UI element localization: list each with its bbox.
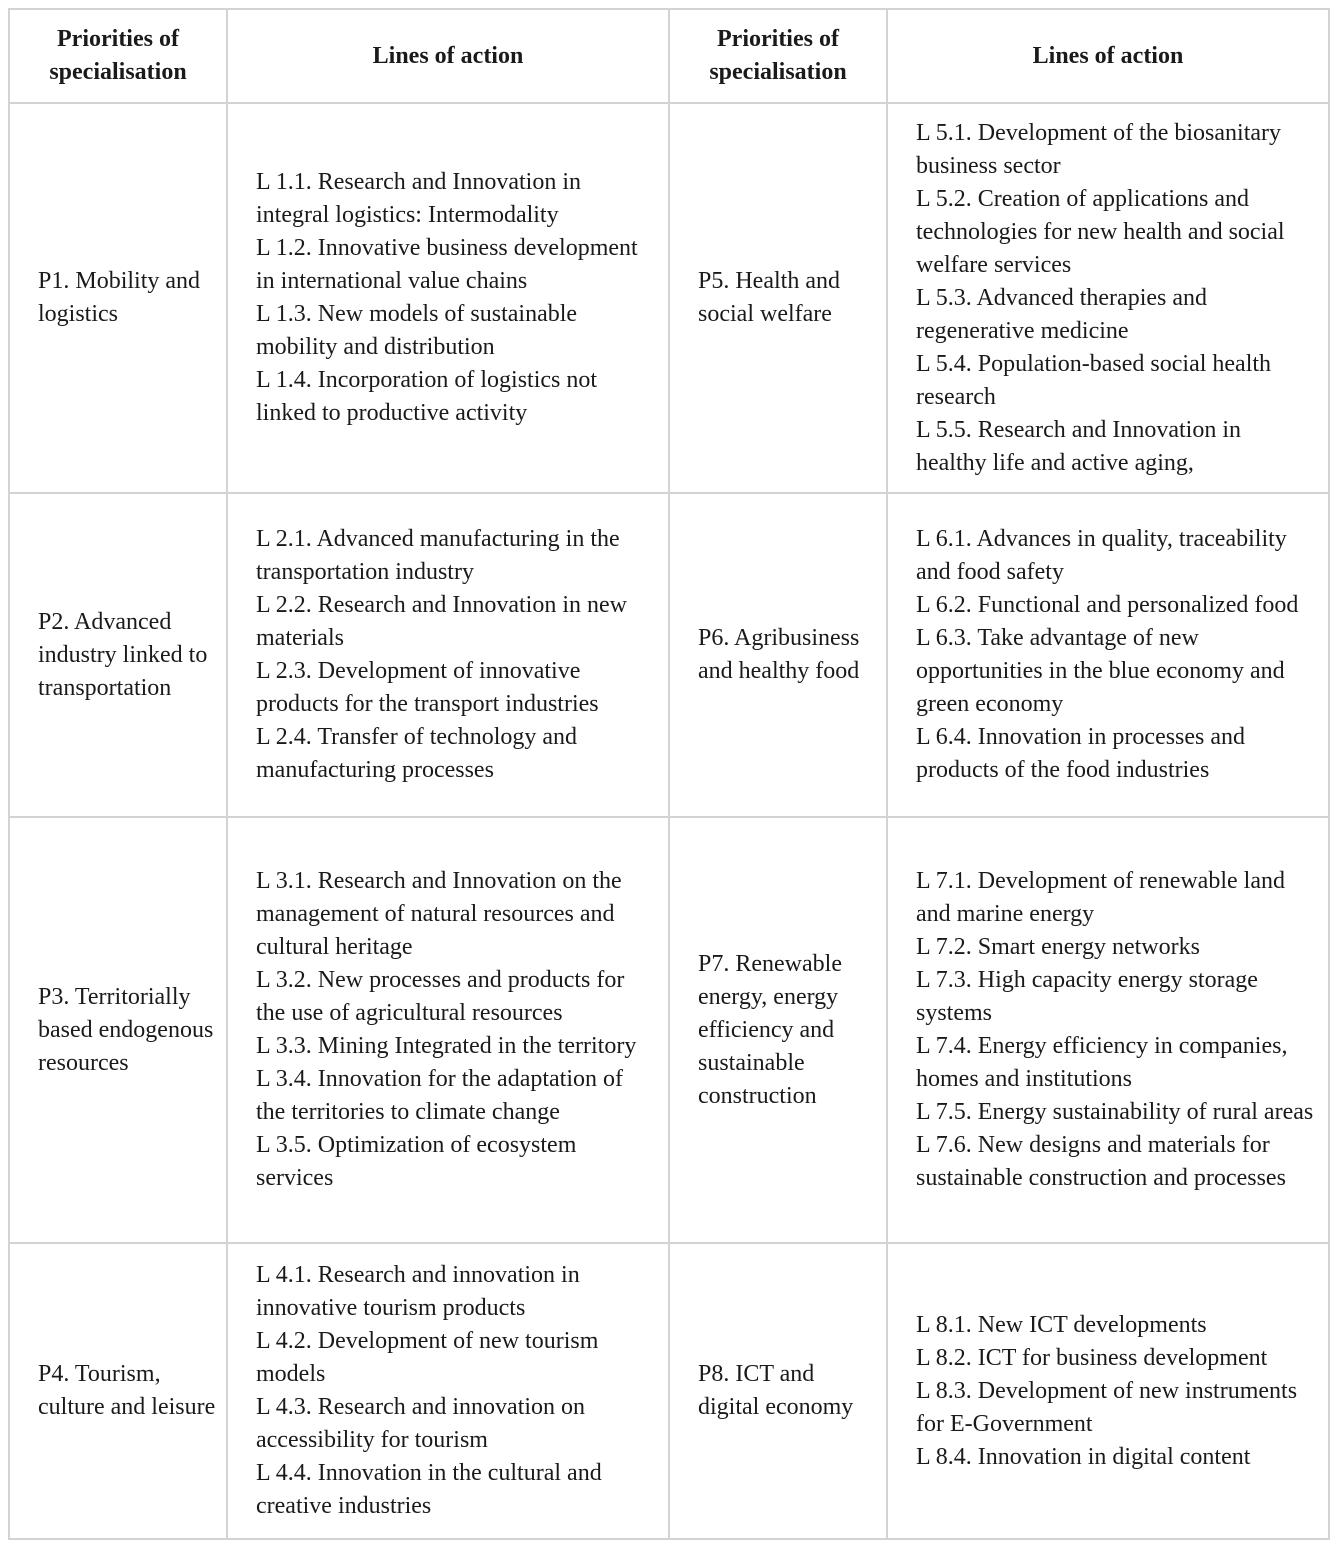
header-lines-left: Lines of action [227, 9, 669, 103]
action-line: L 5.5. Research and Innovation in healthy life and active aging, [916, 416, 1242, 476]
priority-cell [9, 103, 227, 493]
header-lines-right: Lines of action [887, 9, 1329, 103]
action-line: L 7.3. High capacity energy storage systems [916, 967, 1258, 1026]
action-line: L 1.3. New models of sustainable mobility and distribution [256, 301, 578, 360]
action-line: L 4.1. Research and innovation in innovative tourism products [256, 1262, 580, 1321]
action-line: L 1.2. Innovative business development in international value chains [256, 235, 638, 294]
action-line: L 4.2. Development of new tourism models [256, 1328, 599, 1387]
lines-cell [887, 817, 1329, 1243]
priority-cell [669, 817, 887, 1243]
action-line: L 2.1. Advanced manufacturing in the transportation industry [256, 526, 620, 585]
header-priorities-right: Priorities of specialisation [669, 9, 887, 103]
action-line: L 7.6. New designs and materials for sustainable construction and processes [916, 1132, 1286, 1191]
action-line: L 2.4. Transfer of technology and manufacturing processes [256, 724, 578, 783]
lines-cell [887, 103, 1329, 493]
table-row [9, 1243, 1329, 1539]
priority-label: P1. Mobility and logistics [38, 268, 201, 327]
priority-cell [669, 1243, 887, 1539]
lines-cell [227, 1243, 669, 1539]
action-line: L 5.1. Development of the biosanitary business sector [916, 119, 1282, 179]
action-line: L 7.1. Development of renewable land and marine energy [916, 868, 1285, 927]
priority-label: P6. Agribusiness and healthy food [698, 625, 860, 684]
action-line: L 2.3. Development of innovative products for the transport industries [256, 658, 599, 717]
priority-label: P2. Advanced industry linked to transportation [38, 608, 208, 701]
action-line: L 6.2. Functional and personalized food [916, 592, 1299, 618]
priority-cell [669, 493, 887, 817]
action-line: L 8.1. New ICT developments [916, 1311, 1207, 1338]
action-line: L 3.5. Optimization of ecosystem services [256, 1132, 577, 1191]
priority-cell [669, 103, 887, 493]
action-line: L 5.2. Creation of applications and technologies for new health and social welfare services [916, 185, 1285, 278]
action-line: L 6.3. Take advantage of new opportunities in the blue economy and green economy [916, 625, 1285, 717]
priority-label: P5. Health and social welfare [698, 268, 840, 327]
action-line: L 6.4. Innovation in processes and products of the food industries [916, 724, 1246, 783]
table-row [9, 103, 1329, 493]
action-line: L 4.3. Research and innovation on accessibility for tourism [256, 1394, 586, 1453]
lines-cell [227, 103, 669, 493]
action-line: L 7.2. Smart energy networks [916, 934, 1200, 960]
action-line: L 8.2. ICT for business development [916, 1344, 1268, 1371]
action-line: L 7.5. Energy sustainability of rural areas [916, 1099, 1314, 1125]
header-row [9, 9, 1329, 103]
header-priorities-left: Priorities of specialisation [9, 9, 227, 103]
action-line: L 8.3. Development of new instruments for E-Government [916, 1377, 1298, 1437]
action-line: L 6.1. Advances in quality, traceability and food safety [916, 526, 1287, 585]
priority-cell [9, 817, 227, 1243]
priority-label: P7. Renewable energy, energy efficiency and sustainable construction [698, 950, 842, 1109]
priority-cell [9, 493, 227, 817]
action-line: L 1.4. Incorporation of logistics not linked to productive activity [256, 367, 598, 426]
priority-label: P8. ICT and digital economy [698, 1361, 854, 1420]
action-line: L 5.3. Advanced therapies and regenerative medicine [916, 284, 1208, 344]
specialisation-table [8, 8, 1330, 1540]
action-line: L 4.4. Innovation in the cultural and creative industries [256, 1460, 602, 1519]
priority-cell [9, 1243, 227, 1539]
action-line: L 7.4. Energy efficiency in companies, homes and institutions [916, 1033, 1288, 1092]
action-line: L 5.4. Population-based social health research [916, 350, 1272, 410]
action-line: L 8.4. Innovation in digital content [916, 1443, 1251, 1470]
priority-label: P3. Territorially based endogenous resources [38, 983, 214, 1076]
action-line: L 1.1. Research and Innovation in integral logistics: Intermodality [256, 169, 582, 228]
action-line: L 3.2. New processes and products for the use of agricultural resources [256, 967, 625, 1026]
action-line: L 3.3. Mining Integrated in the territory [256, 1033, 637, 1059]
lines-cell [227, 493, 669, 817]
action-line: L 2.2. Research and Innovation in new materials [256, 592, 628, 651]
action-line: L 3.1. Research and Innovation on the management of natural resources and cultural heritage [256, 868, 622, 960]
action-line: L 3.4. Innovation for the adaptation of the territories to climate change [256, 1066, 624, 1125]
lines-cell [227, 817, 669, 1243]
table-row [9, 817, 1329, 1243]
priority-label: P4. Tourism, culture and leisure [38, 1361, 216, 1420]
lines-cell [887, 1243, 1329, 1539]
lines-cell [887, 493, 1329, 817]
table-row [9, 493, 1329, 817]
